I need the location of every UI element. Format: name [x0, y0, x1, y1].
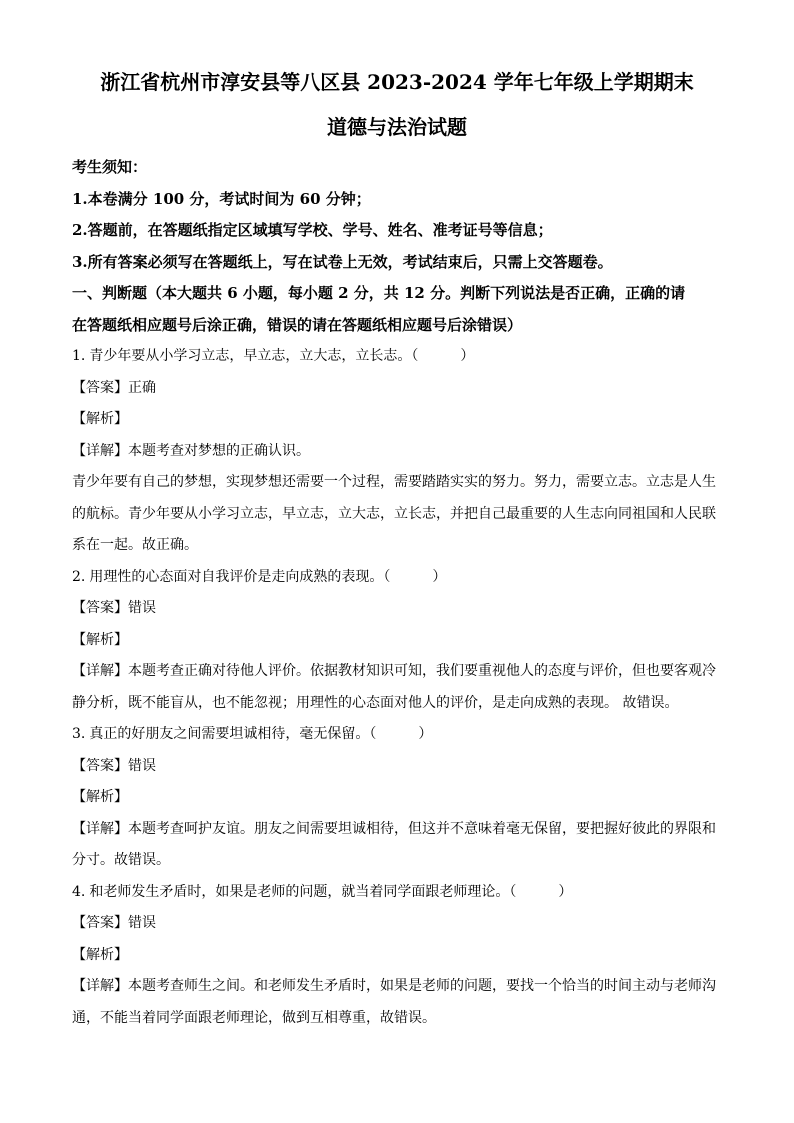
detail-row: [72, 436, 722, 468]
answer-row: [72, 908, 722, 940]
paren-open: （: [369, 726, 377, 742]
detail-row: [72, 814, 722, 846]
answer-label: 【答案】: [72, 757, 128, 774]
detail-label: 【详解】: [72, 663, 128, 679]
answer-value: 错误: [128, 915, 156, 931]
question-text: 青少年要从小学习立志，早立志，立大志，立长志。: [89, 348, 412, 364]
question-4: [72, 877, 722, 909]
detail-text: 静分析，既不能盲从，也不能忽视；用理性的心态面对他人的评价，是走向成熟的表现。 故错误。: [72, 694, 679, 711]
detail-text: 分寸。故错误。: [72, 852, 170, 868]
question-number: 4.: [72, 883, 86, 900]
detail-text: 系在一起。故正确。: [72, 537, 198, 553]
detail-text: 本题考查呵护友谊。朋友之间需要坦诚相待，但这并不意味着毫无保留，要把握好彼此的界限和: [128, 820, 716, 837]
exam-title-line2: 道德与法治试题: [327, 115, 467, 139]
detail-row: [72, 971, 722, 1003]
paren-close: ）: [418, 726, 433, 742]
paren-close: ）: [432, 568, 447, 585]
question-number: 1.: [72, 348, 86, 364]
exam-title-line1: 浙江省杭州市淳安县等八区县 2023-2024 学年七年级上学期期末: [100, 70, 694, 94]
detail-label: 【详解】: [72, 442, 128, 459]
detail-text: 青少年要有自己的梦想，实现梦想还需要一个过程，需要踏踏实实的努力。努力，需要立志。立志是人生: [72, 474, 716, 490]
exam-page: [72, 66, 722, 1034]
answer-row: [72, 751, 722, 783]
analysis-label: 【解析】: [72, 631, 128, 648]
paren-close: ）: [558, 883, 573, 900]
answer-value: 错误: [128, 757, 156, 774]
answer-row: [72, 593, 722, 625]
section-heading-line2: 在答题纸相应题号后涂正确，错误的请在答题纸相应题号后涂错误）: [72, 315, 523, 334]
paren-open: （: [383, 568, 391, 585]
section-heading-line1: 一、判断题（本大题共 6 小题，每小题 2 分，共 12 分。判断下列说法是否正确，正确的请: [72, 284, 686, 302]
answer-label: 【答案】: [72, 379, 128, 396]
analysis-label: 【解析】: [72, 789, 128, 805]
question-number: 3.: [72, 726, 86, 742]
detail-text: 本题考查正确对待他人评价。依据教材知识可知，我们要重视他人的态度与评价，但也要客观冷: [128, 663, 716, 679]
answer-value: 正确: [128, 379, 156, 396]
answer-row: [72, 373, 722, 405]
analysis-label: 【解析】: [72, 946, 128, 963]
question-1: [72, 341, 722, 373]
notice-item: 1.本卷满分 100 分，考试时间为 60 分钟；: [72, 189, 371, 208]
question-text: 和老师发生矛盾时，如果是老师的问题，就当着同学面跟老师理论。: [89, 883, 510, 900]
question-text: 用理性的心态面对自我评价是走向成熟的表现。: [89, 568, 384, 585]
paren-open: （: [411, 348, 419, 364]
paren-open: （: [509, 883, 517, 900]
notice-item: 3.所有答案必须写在答题纸上，写在试卷上无效，考试结束后，只需上交答题卷。: [72, 252, 613, 271]
detail-label: 【详解】: [72, 820, 128, 837]
answer-value: 错误: [128, 600, 156, 616]
notice-item: 2.答题前，在答题纸指定区域填写学校、学号、姓名、准考证号等信息；: [72, 221, 553, 239]
detail-text: 的航标。青少年要从小学习立志，早立志，立大志，立长志，并把自己最重要的人生志向同祖国和人民联: [72, 505, 716, 522]
detail-row: [72, 656, 722, 688]
question-3: [72, 719, 722, 751]
notice-heading: 考生须知：: [72, 158, 148, 176]
detail-text: 本题考查师生之间。和老师发生矛盾时，如果是老师的问题，要找一个恰当的时间主动与老师沟: [128, 978, 716, 994]
answer-label: 【答案】: [72, 600, 128, 616]
answer-label: 【答案】: [72, 915, 128, 931]
detail-text: 通，不能当着同学面跟老师理论，做到互相尊重，故错误。: [72, 1009, 436, 1026]
detail-label: 【详解】: [72, 978, 128, 994]
detail-text: 本题考查对梦想的正确认识。: [128, 442, 310, 459]
question-text: 真正的好朋友之间需要坦诚相待，毫无保留。: [89, 726, 370, 742]
paren-close: ）: [460, 348, 475, 364]
analysis-label: 【解析】: [72, 411, 128, 427]
question-2: [72, 562, 722, 594]
question-number: 2.: [72, 568, 86, 585]
